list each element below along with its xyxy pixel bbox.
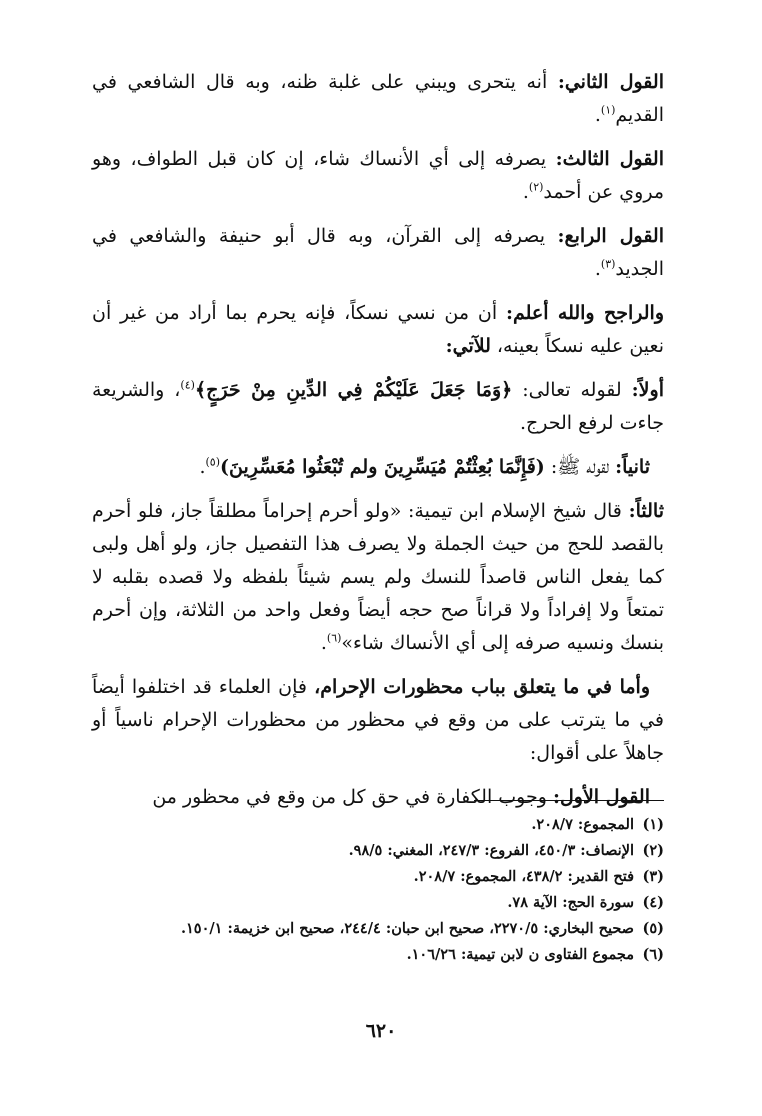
footnote-ref[interactable]: (٥) (205, 455, 220, 469)
footnote-item (92, 864, 664, 890)
footnote-text: فتح القدير: ٤٣٨/٢، المجموع: ٢٠٨/٧. (413, 868, 634, 885)
paragraph-tail: . (594, 258, 601, 280)
paragraph-text: لقوله ﷺ: (544, 456, 616, 478)
footnote-number: (١) (642, 816, 664, 833)
footnote-item (92, 942, 664, 968)
paragraph-lead: القول الثالث: (555, 148, 664, 170)
hadith-quote: (فَإِنَّمَا بُعِثْتُمْ مُيَسِّرِينَ ولم تُبْعَثُوا مُعَسِّرِينَ) (220, 456, 545, 478)
paragraph-qawl-2 (92, 66, 664, 132)
paragraph-lead: القول الرابع: (557, 225, 664, 247)
paragraph-lead: أولاً: (631, 379, 664, 401)
footnote-text: سورة الحج: الآية ٧٨. (507, 894, 634, 911)
footnote-number: (٢) (642, 842, 664, 859)
paragraph-tail: . (522, 181, 529, 203)
footnote-ref[interactable]: (٤) (180, 378, 195, 392)
paragraph-lead: القول الأول: (552, 786, 650, 808)
paragraph-thaniyan (92, 451, 664, 484)
paragraph-rajih (92, 297, 664, 363)
paragraph-text: وجوب الكفارة في حق كل من وقع في محظور من (152, 786, 553, 808)
paragraph-thalithan (92, 495, 664, 660)
paragraph-text: يصرفه إلى أي الأنساك شاء، إن كان قبل الطواف، وهو مروي عن أحمد (92, 148, 664, 203)
footnote-item (92, 916, 664, 942)
paragraph-qawl-1 (92, 781, 664, 814)
footnote-ref[interactable]: (٦) (326, 631, 342, 645)
paragraph-lead: والراجح والله أعلم: (505, 302, 665, 324)
paragraph-lead: القول الثاني: (557, 71, 664, 93)
paragraph-text: أنه يتحرى ويبني على غلبة ظنه، وبه قال الشافعي في القديم (92, 71, 664, 126)
paragraph-text: قال شيخ الإسلام ابن تيمية: «ولو أحرم إحراماً مطلقاً جاز، فلو أحرم بالقصد للحج من حيث الجملة ولا يصرف هذا التفصيل جاز، ولو أهل ولبى كما يفعل الناس قاصداً للنسك ولم يسم شيئاً بلفظه ولا قصده بقلبه لا تمتعاً ولا إفراداً ولا قراناً صح حجه أيضاً وفعل واحد من الثلاثة، وإن أحرم بنسك ونسيه صرفه إلى أي الأنساك شاء» (92, 500, 664, 654)
paragraph-tail: . (594, 104, 601, 126)
footnote-ref[interactable]: (١) (600, 103, 616, 117)
paragraph-tail: للآتي: (445, 335, 491, 357)
paragraph-text: لقوله تعالى: (512, 379, 632, 401)
paragraph-awwalan (92, 374, 664, 440)
paragraph-mahzurat (92, 671, 664, 770)
paragraph-qawl-4 (92, 220, 664, 286)
paragraph-tail: ، والشريعة جاءت لرفع الحرج. (92, 379, 664, 434)
footnote-text: الإنصاف: ٤٥٠/٣، الفروع: ٢٤٧/٣، المغني: ٩٨/٥. (348, 842, 634, 859)
footnote-text: المجموع: ٢٠٨/٧. (531, 816, 634, 833)
quran-verse: ﴿وَمَا جَعَلَ عَلَيْكُمْ فِي الدِّينِ مِنْ حَرَجٍ﴾ (194, 379, 513, 401)
footnote-item (92, 890, 664, 916)
footnotes (92, 812, 664, 968)
footnote-item (92, 838, 664, 864)
footnote-number: (٣) (642, 868, 664, 885)
paragraph-lead: وأما في ما يتعلق بباب محظورات الإحرام، (314, 676, 650, 698)
paragraph-tail: . (199, 456, 206, 478)
footnote-number: (٦) (642, 946, 664, 963)
paragraph-qawl-3 (92, 143, 664, 209)
footnote-ref[interactable]: (٣) (600, 257, 616, 271)
paragraph-lead: ثالثاً: (628, 500, 664, 522)
page-number: ٦٢٠ (365, 1020, 397, 1042)
paragraph-text: يصرفه إلى القرآن، وبه قال أبو حنيفة والشافعي في الجديد (92, 225, 664, 280)
footnote-text: مجموع الفتاوى ن لابن تيمية: ١٠٦/٢٦. (406, 946, 634, 963)
footnote-text: صحيح البخاري: ٢٢٧٠/٥، صحيح ابن حبان: ٢٤٤/٤، صحيح ابن خزيمة: ١٥٠/١. (180, 920, 634, 937)
paragraph-text: أن من نسي نسكاً، فإنه يحرم بما أراد من غير أن نعين عليه نسكاً بعينه، (92, 302, 664, 357)
footnote-separator (474, 800, 664, 801)
footnote-number: (٤) (642, 894, 664, 911)
footnote-item (92, 812, 664, 838)
footnote-number: (٥) (642, 920, 664, 937)
footnote-ref[interactable]: (٢) (528, 180, 544, 194)
paragraph-tail: . (320, 632, 327, 654)
paragraph-lead: ثانياً: (615, 456, 650, 478)
paragraph-text: فإن العلماء قد اختلفوا أيضاً في ما يترتب على من وقع في محظور من محظورات الإحرام ناسياً أو جاهلاً على أقوال: (92, 676, 664, 764)
